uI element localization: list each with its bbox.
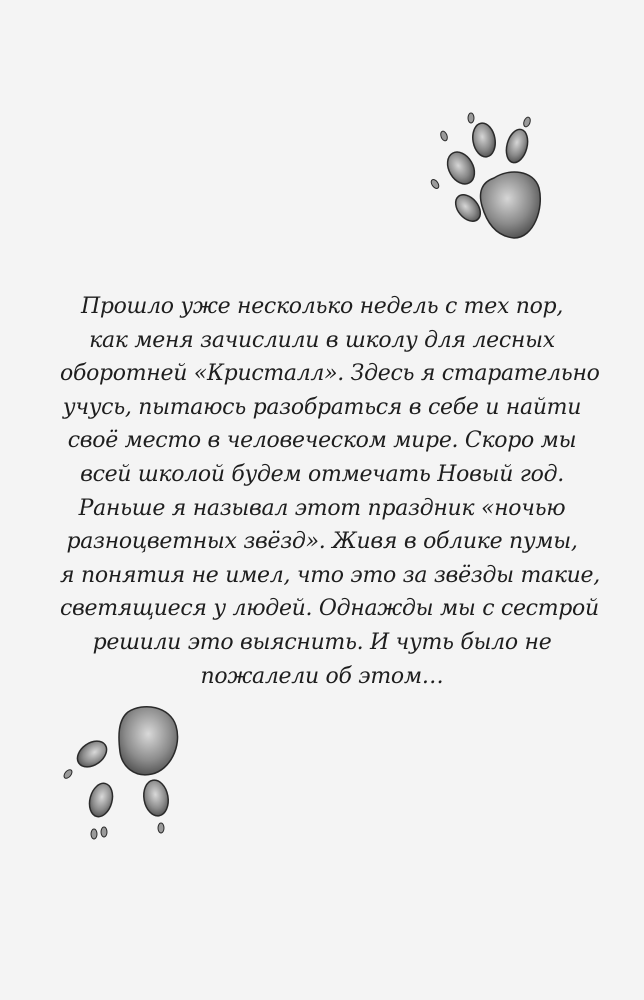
paragraph-line: как меня зачислили в школу для лесных [89,327,555,353]
paragraph-line: решили это выяснить. И чуть было не [92,629,552,655]
paragraph-line: всей школой будем отмечать Новый год. [80,461,564,487]
paragraph-line: Раньше я называл этот праздник «ночью [78,495,566,521]
paragraph-line: разноцветных звёзд». Живя в облике пумы, [66,529,578,555]
paragraph-line: своё место в человеческом мире. Скоро мы [67,428,577,454]
paragraph-line: пожалели об этом… [200,663,444,689]
paw-print-icon [58,700,198,845]
paw-print-icon [424,108,564,248]
paragraph-line: учусь, пытаюсь разобраться в себе и найти [62,394,582,420]
paragraph-line: светящиеся у людей. Однажды мы с сестрой [60,596,599,622]
paragraph-line: я понятия не имел, что это за звёзды такие, [60,562,600,588]
story-paragraph [60,290,600,693]
paragraph-line: оборотней «Кристалл». Здесь я старательно [60,361,600,387]
paragraph-line: Прошло уже несколько недель с тех пор, [80,294,564,319]
